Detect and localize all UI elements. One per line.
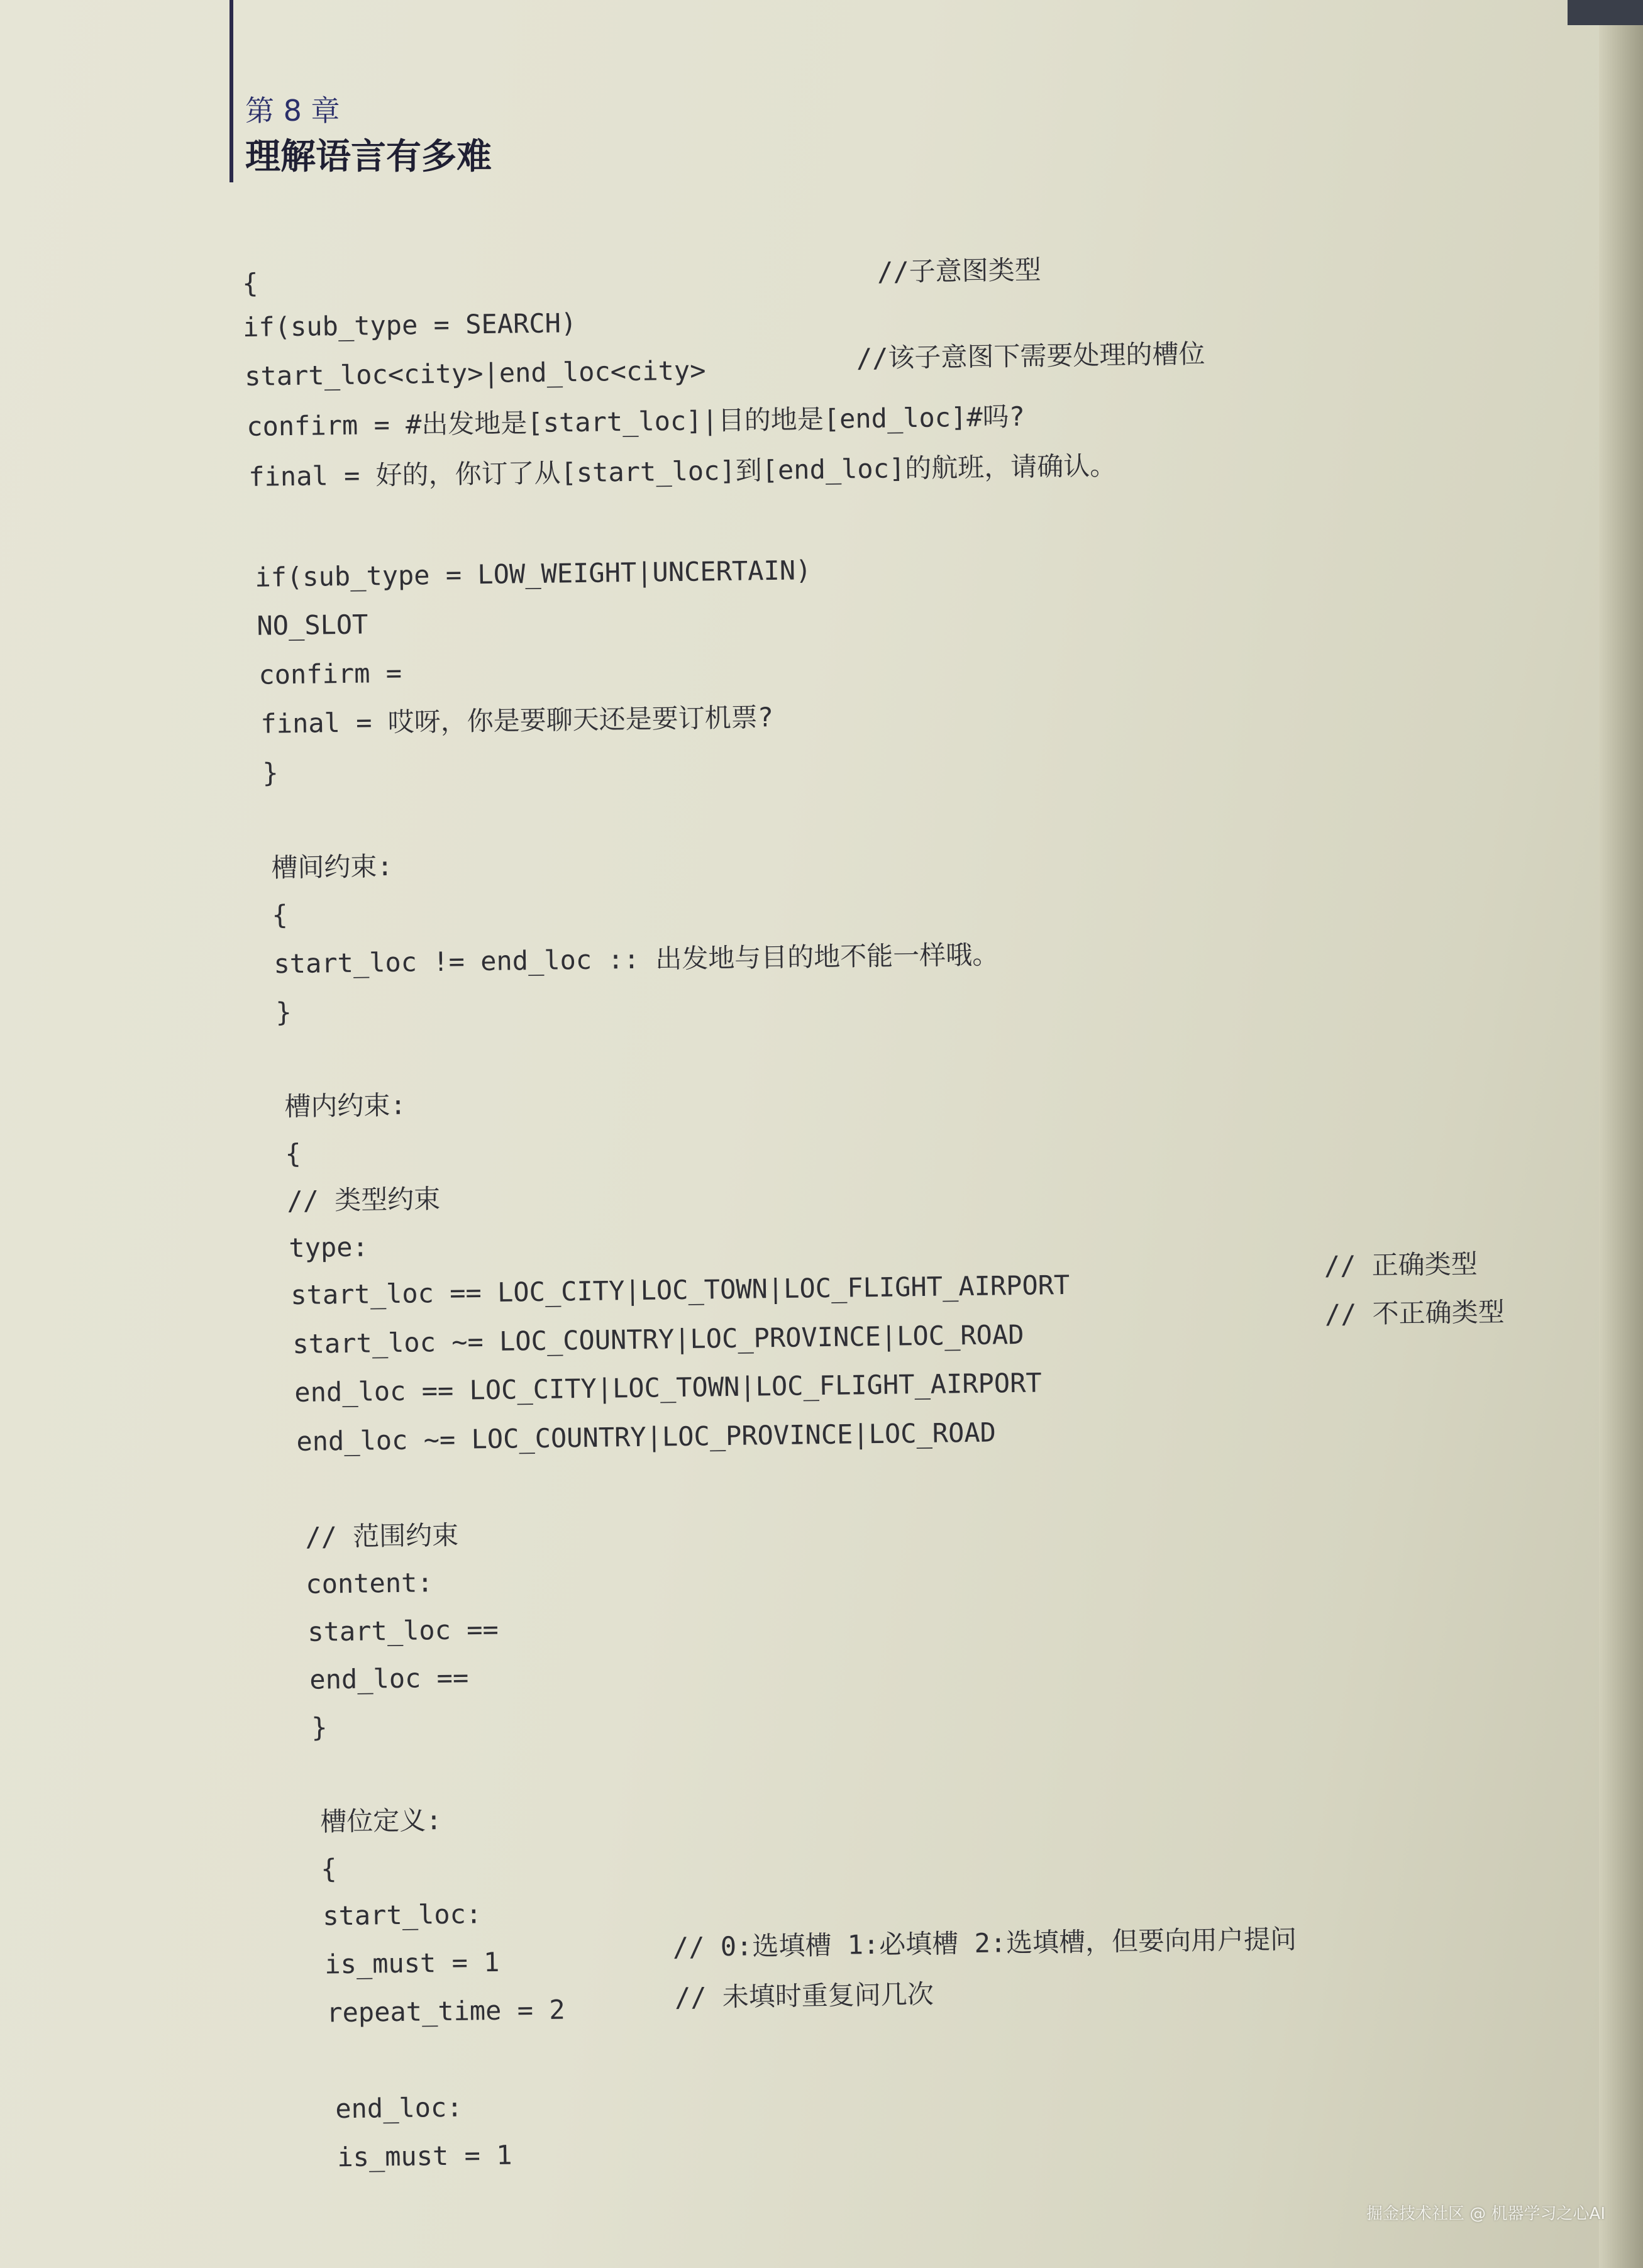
code-listing bbox=[241, 253, 1594, 2173]
code-line: end_loc == LOC_CITY|LOC_TOWN|LOC_FLIGHT_AIRPORT bbox=[294, 1367, 1043, 1408]
code-comment: // 0:选填槽 1:必填槽 2:选填槽，但要向用户提问 bbox=[672, 1923, 1297, 1963]
code-line: if(sub_type = SEARCH) bbox=[242, 307, 577, 343]
code-line: repeat_time = 2 bbox=[326, 1994, 565, 2028]
code-line: } bbox=[275, 997, 292, 1028]
chapter-number: 第 8 章 bbox=[245, 94, 340, 128]
code-line: start_loc == LOC_CITY|LOC_TOWN|LOC_FLIGHT_AIRPORT bbox=[290, 1269, 1070, 1311]
code-line: confirm = bbox=[258, 657, 402, 690]
code-line: end_loc ~= LOC_COUNTRY|LOC_PROVINCE|LOC_ROAD bbox=[296, 1417, 997, 1458]
code-line: // 范围约束 bbox=[305, 1519, 459, 1552]
code-line: 槽间约束: bbox=[271, 850, 394, 883]
code-comment: // 未填时重复问几次 bbox=[674, 1978, 934, 2013]
code-line: { bbox=[241, 267, 258, 299]
code-line: end_loc == bbox=[309, 1662, 469, 1695]
code-line: { bbox=[285, 1137, 302, 1170]
code-line: start_loc<city>|end_loc<city> bbox=[244, 355, 706, 392]
code-line: confirm = #出发地是[start_loc]|目的地是[end_loc]#吗? bbox=[246, 401, 1026, 442]
code-line: type: bbox=[289, 1231, 369, 1264]
code-comment: //子意图类型 bbox=[877, 254, 1041, 287]
code-line: // 类型约束 bbox=[287, 1183, 441, 1217]
chapter-title: 理解语言有多难 bbox=[245, 136, 492, 177]
code-line: content: bbox=[306, 1567, 433, 1600]
chapter-rule bbox=[230, 0, 233, 182]
code-line: start_loc ~= LOC_COUNTRY|LOC_PROVINCE|LOC_ROAD bbox=[292, 1319, 1024, 1360]
code-line: if(sub_type = LOW_WEIGHT|UNCERTAIN) bbox=[255, 555, 812, 593]
watermark: 掘金技术社区 @ 机器学习之心AI bbox=[1366, 2204, 1605, 2223]
code-line: } bbox=[262, 757, 279, 788]
code-line: is_must = 1 bbox=[324, 1946, 500, 1980]
code-comment: //该子意图下需要处理的槽位 bbox=[856, 338, 1205, 374]
page-edge bbox=[1599, 0, 1643, 2268]
code-line: } bbox=[311, 1712, 328, 1743]
code-line: is_must = 1 bbox=[336, 2139, 512, 2173]
code-line: final = 哎呀，你是要聊天还是要订机票? bbox=[260, 702, 774, 739]
code-line: start_loc: bbox=[322, 1898, 482, 1932]
code-comment: // 不正确类型 bbox=[1324, 1296, 1505, 1330]
code-line: { bbox=[320, 1853, 337, 1884]
code-line: NO_SLOT bbox=[257, 609, 368, 641]
code-line: 槽位定义: bbox=[319, 1805, 442, 1837]
code-line: start_loc != end_loc :: 出发地与目的地不能一样哦。 bbox=[274, 939, 999, 980]
background-corner bbox=[1568, 0, 1643, 25]
code-comment: // 正确类型 bbox=[1324, 1248, 1478, 1281]
code-line: 槽内约束: bbox=[284, 1089, 407, 1122]
code-line: { bbox=[272, 899, 289, 931]
code-line: end_loc: bbox=[335, 2091, 463, 2125]
code-line: start_loc == bbox=[307, 1613, 499, 1647]
code-line: final = 好的，你订了从[start_loc]到[end_loc]的航班，请确认。 bbox=[248, 450, 1117, 492]
